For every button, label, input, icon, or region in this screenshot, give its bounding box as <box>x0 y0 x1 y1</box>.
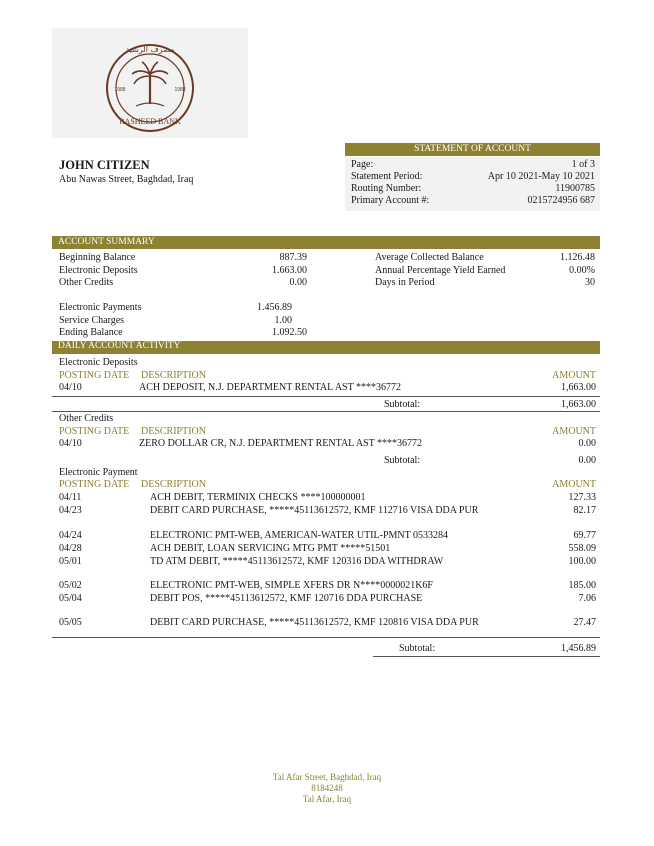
table-row: 04/11 ACH DEBIT, TERMINIX CHECKS ****100000001 127.33 <box>59 492 596 503</box>
column-headers: POSTING DATE DESCRIPTION AMOUNT <box>59 426 596 437</box>
divider <box>52 396 600 397</box>
activity-header <box>52 341 600 353</box>
column-headers: POSTING DATE DESCRIPTION AMOUNT <box>59 370 596 381</box>
table-row: 04/23 DEBIT CARD PURCHASE, *****45113612572, KMF 112716 VISA DDA PUR 82.17 <box>59 505 596 516</box>
divider <box>52 236 600 237</box>
table-row: 05/02 ELECTRONIC PMT-WEB, SIMPLE XFERS DR N****0000021K6F 185.00 <box>59 580 596 591</box>
activity-title: DAILY ACCOUNT ACTIVITY <box>58 341 181 351</box>
payments-heading: Electronic Payment <box>59 467 138 478</box>
table-row: 04/24 ELECTRONIC PMT-WEB, AMERICAN-WATER UTIL-PMNT 0533284 69.77 <box>59 530 596 541</box>
credits-heading: Other Credits <box>59 413 114 424</box>
statement-row: Page: 1 of 3 <box>351 159 595 170</box>
subtotal-row: Subtotal: 0.00 <box>384 455 596 466</box>
statement-row: Primary Account #: 0215724956 687 <box>351 195 595 206</box>
summary-row: Other Credits 0.00 <box>59 277 307 288</box>
table-row: 04/28 ACH DEBIT, LOAN SERVICING MTG PMT *****51501 558.09 <box>59 543 596 554</box>
table-row: 05/05 DEBIT CARD PURCHASE, *****45113612572, KMF 120816 VISA DDA PUR 27.47 <box>59 617 596 628</box>
summary-row: Service Charges 1.00 <box>59 315 292 326</box>
summary-row: Annual Percentage Yield Earned 0.00% <box>375 265 595 276</box>
footer-line1: Tal Afar Street, Baghdad, Iraq <box>272 772 382 782</box>
logo-panel <box>52 28 248 138</box>
summary-row: Ending Balance 1.092.50 <box>59 327 307 338</box>
summary-row: Days in Period 30 <box>375 277 595 288</box>
summary-row: Electronic Deposits 1.663.00 <box>59 265 307 276</box>
statement-row: Statement Period: Apr 10 2021-May 10 2021 <box>351 171 595 182</box>
divider <box>373 656 600 657</box>
customer-address: Abu Nawas Street, Baghdad, Iraq <box>59 174 194 185</box>
statement-header <box>345 143 600 156</box>
logo-text: RASHEED BANK <box>119 117 181 126</box>
logo-year-left: 1988 <box>114 87 126 93</box>
deposits-heading: Electronic Deposits <box>59 357 138 368</box>
summary-row: Beginning Balance 887.39 <box>59 252 307 263</box>
subtotal-row: Subtotal: 1,663.00 <box>384 399 596 410</box>
customer-name: JOHN CITIZEN <box>59 158 150 172</box>
divider <box>52 411 600 412</box>
table-row: 05/01 TD ATM DEBIT, *****45113612572, KMF 120316 DDA WITHDRAW 100.00 <box>59 556 596 567</box>
summary-row: Average Collected Balance 1.126.48 <box>375 252 595 263</box>
footer-line3: Tal Afar, Iraq <box>302 794 352 804</box>
footer-line2: 8184248 <box>311 783 343 793</box>
summary-row: Electronic Payments 1.456.89 <box>59 302 292 313</box>
account-summary-header <box>52 237 600 249</box>
statement-row: Routing Number: 11900785 <box>351 183 595 194</box>
table-row: 05/04 DEBIT POS, *****45113612572, KMF 120716 DDA PURCHASE 7.06 <box>59 593 596 604</box>
divider <box>52 637 600 638</box>
table-row: 04/10 ZERO DOLLAR CR, N.J. DEPARTMENT RENTAL AST ****36772 0.00 <box>59 438 596 449</box>
account-summary-title: ACCOUNT SUMMARY <box>58 237 155 247</box>
divider <box>52 353 600 354</box>
statement-title: STATEMENT OF ACCOUNT <box>414 144 531 154</box>
bank-seal-logo <box>52 28 248 138</box>
table-row: 04/10 ACH DEPOSIT, N.J. DEPARTMENT RENTAL AST ****36772 1,663.00 <box>59 382 596 393</box>
column-headers: POSTING DATE DESCRIPTION AMOUNT <box>59 479 596 490</box>
subtotal-row: Subtotal: 1,456.89 <box>399 643 596 654</box>
footer-address <box>227 772 427 805</box>
logo-arabic: مصرف الرشيد <box>125 45 175 54</box>
logo-year-right: 1988 <box>174 87 186 93</box>
